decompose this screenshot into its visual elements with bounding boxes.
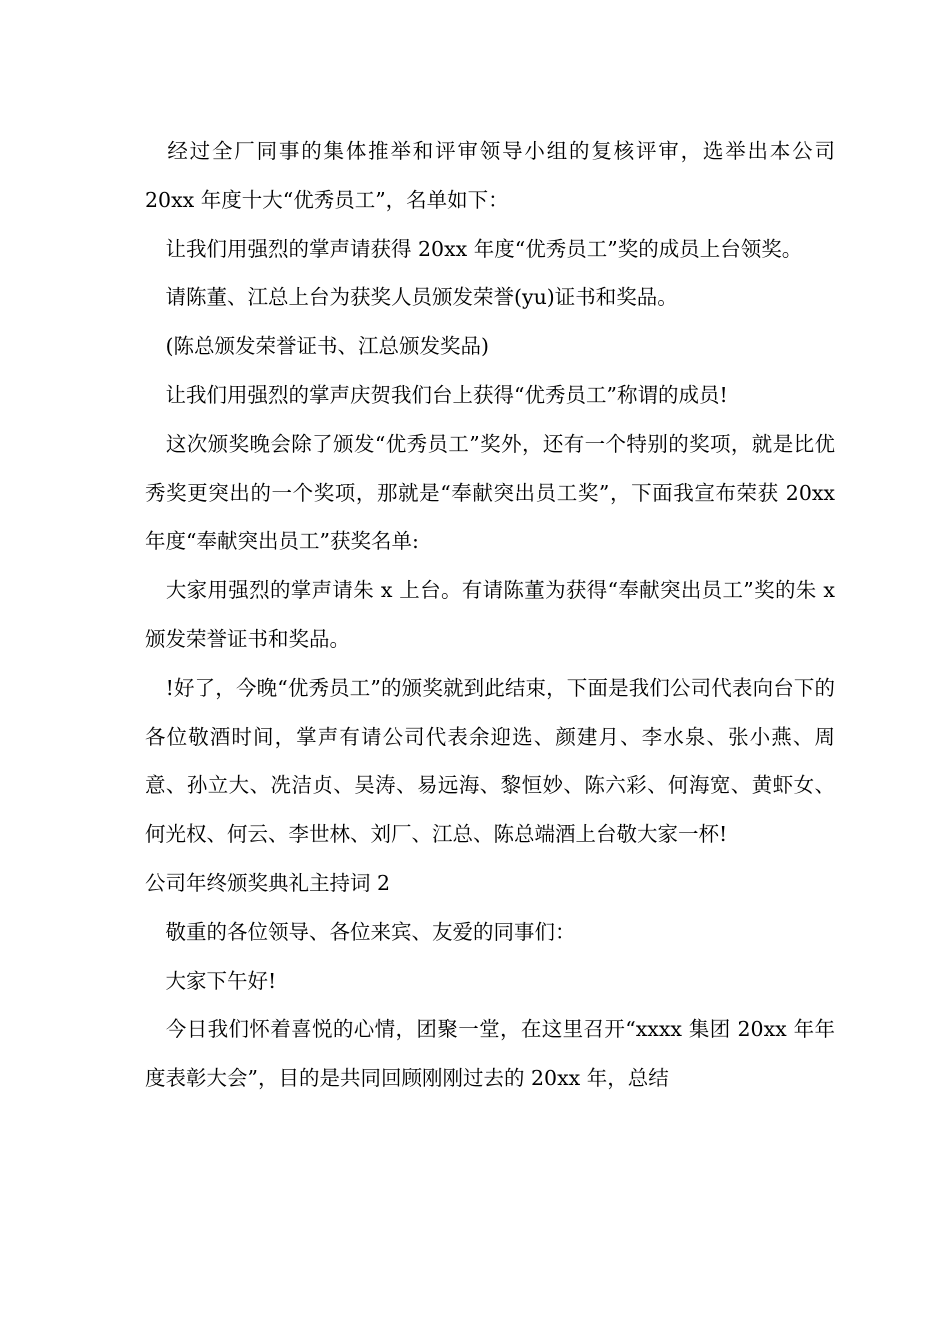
paragraph-9: 敬重的各位领导、各位来宾、友爱的同事们： — [145, 919, 576, 944]
paragraph-6: 这次颁奖晚会除了颁发“优秀员工”奖外，还有一个特别的奖项，就是比优秀奖更突出的一个奖项，那就是“奉献突出员工奖”，下面我宣布荣获 20xx 年度“奉献突出员工”获奖名单: — [145, 431, 842, 554]
paragraph-5: 让我们用强烈的掌声庆贺我们台上获得“优秀员工”称谓的成员! — [145, 382, 728, 407]
paragraph-4: (陈总颁发荣誉证书、江总颁发奖品) — [145, 334, 489, 359]
paragraph-10: 大家下午好! — [145, 968, 277, 993]
section-heading: 公司年终颁奖典礼主持词 2 — [145, 870, 391, 895]
paragraph-3: 请陈董、江总上台为获奖人员颁发荣誉(yu)证书和奖品。 — [145, 285, 678, 310]
paragraph-8: !好了，今晚“优秀员工”的颁奖就到此结束，下面是我们公司代表向台下的各位敬酒时间，掌声有请公司代表余迎选、颜建月、李水泉、张小燕、周意、孙立大、冼洁贞、吴涛、易远海、黎恒妙、陈六彩、何海宽、黄虾女、何光权、何云、李世林、刘厂、江总、陈总端酒上台敬大家一杯! — [145, 675, 835, 847]
paragraph-1: 经过全厂同事的集体推举和评审领导小组的复核评审，选举出本公司 20xx 年度十大“优秀员工”，名单如下： — [145, 139, 842, 212]
paragraph-11: 今日我们怀着喜悦的心情，团聚一堂，在这里召开“xxxx 集团 20xx 年年度表彰大会”，目的是共同回顾刚刚过去的 20xx 年，总结 — [145, 1017, 835, 1091]
paragraph-2: 让我们用强烈的掌声请获得 20xx 年度“优秀员工”奖的成员上台领奖。 — [145, 236, 803, 261]
document-body — [145, 127, 842, 1103]
paragraph-7: 大家用强烈的掌声请朱 x 上台。有请陈董为获得“奉献突出员工”奖的朱 x 颁发荣誉证书和奖品。 — [145, 578, 842, 651]
